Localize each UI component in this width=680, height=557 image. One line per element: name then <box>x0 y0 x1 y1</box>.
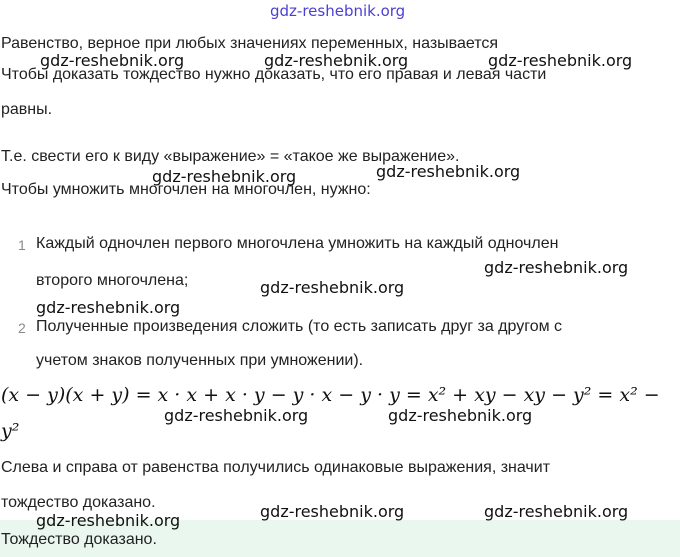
list-item-2-line-1: Полученные произведения сложить (то есть записать друг за другом с <box>36 318 563 335</box>
text-line-4: Т.е. свести его к виду «выражение» = «такое же выражение». <box>1 148 460 165</box>
watermark-top: gdz-reshebnik.org <box>270 2 406 20</box>
watermark: gdz-reshebnik.org <box>36 298 181 317</box>
list-number-2: 2 <box>18 320 26 336</box>
list-item-1-line-1: Каждый одночлен первого многочлена умножить на каждый одночлен <box>36 235 559 252</box>
watermark: gdz-reshebnik.org <box>488 51 633 70</box>
conclusion-line-2: тождество доказано. <box>1 494 156 511</box>
watermark: gdz-reshebnik.org <box>388 406 533 425</box>
list-number-1: 1 <box>18 237 26 253</box>
list-item-2-line-2: учетом знаков полученных при умножении). <box>36 352 364 369</box>
watermark: gdz-reshebnik.org <box>260 502 405 521</box>
answer-text: Тождество доказано. <box>1 531 157 548</box>
watermark: gdz-reshebnik.org <box>260 278 405 297</box>
conclusion-line-1: Слева и справа от равенства получились одинаковые выражения, значит <box>1 459 551 476</box>
watermark: gdz-reshebnik.org <box>264 51 409 70</box>
text-line-1: Равенство, верное при любых значениях переменных, называется <box>1 35 499 52</box>
watermark: gdz-reshebnik.org <box>484 258 629 277</box>
watermark: gdz-reshebnik.org <box>376 162 521 181</box>
formula-line-1: (x − y)(x + y) = x · x + x · y − y · x − y · y = x² + xy − xy − y² = x² − <box>1 384 660 406</box>
watermark: gdz-reshebnik.org <box>164 406 309 425</box>
list-item-1-line-2: второго многочлена; <box>36 272 189 289</box>
watermark: gdz-reshebnik.org <box>40 51 185 70</box>
watermark: gdz-reshebnik.org <box>152 167 297 186</box>
watermark: gdz-reshebnik.org <box>484 502 629 521</box>
text-line-3: равны. <box>1 101 53 118</box>
text-line-2: Чтобы доказать тождество нужно доказать, что его правая и левая части <box>1 66 547 83</box>
watermark: gdz-reshebnik.org <box>36 511 181 530</box>
formula-line-2: y² <box>1 420 20 442</box>
text-line-5: Чтобы умножить многочлен на многочлен, нужно: <box>1 181 371 198</box>
